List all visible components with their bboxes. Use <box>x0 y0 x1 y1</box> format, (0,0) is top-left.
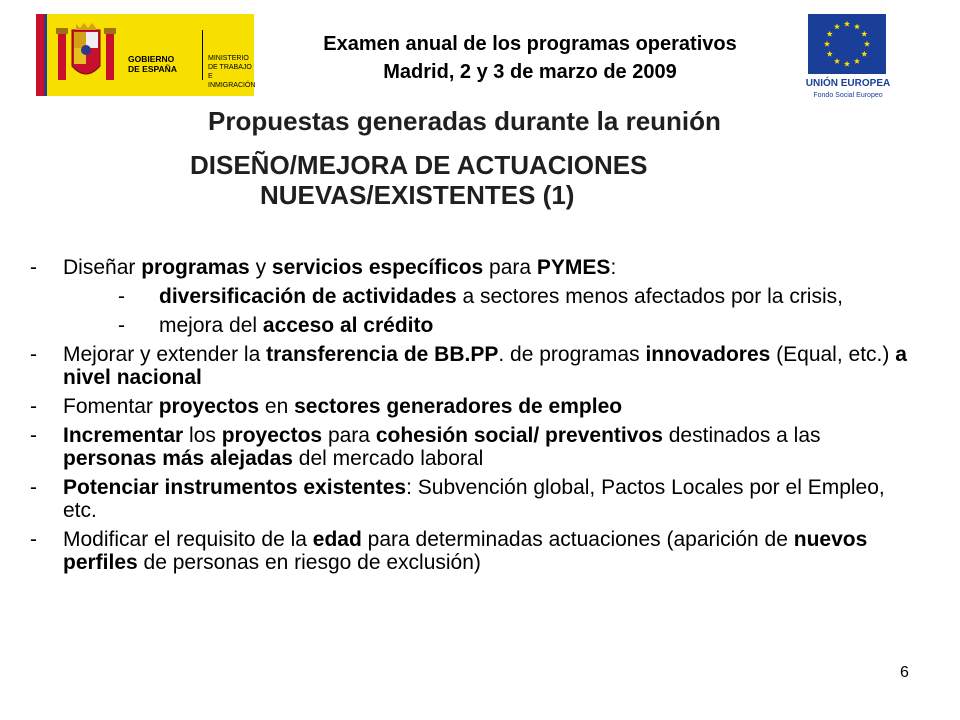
fse-label: Fondo Social Europeo <box>813 92 883 99</box>
list-item: - Diseñar programas y servicios específicos para PYMES: <box>30 256 617 279</box>
logo-divider <box>202 30 203 80</box>
logo-blue-strip <box>44 14 47 96</box>
gobierno-text: GOBIERNO DE ESPAÑA <box>128 54 177 74</box>
eu-label: UNIÓN EUROPEA <box>805 78 891 89</box>
list-item: - Modificar el requisito de la edad para determinadas actuaciones (aparición de nuevos perfiles de personas en riesgo de exclusión) <box>30 528 868 574</box>
eu-logo <box>800 14 896 110</box>
slide-subtitle: Propuestas generadas durante la reunión <box>208 106 721 136</box>
gobierno-espana-logo <box>36 14 254 96</box>
coat-of-arms-icon <box>50 22 122 90</box>
list-item: - Potenciar instrumentos existentes: Subvención global, Pactos Locales por el Empleo, etc. <box>30 476 885 522</box>
sub-list-item: - diversificación de actividades a sectores menos afectados por la crisis, <box>118 285 843 308</box>
proposal-list <box>30 256 910 580</box>
list-item: - Fomentar proyectos en sectores generadores de empleo <box>30 395 623 418</box>
eu-flag-icon <box>808 14 886 74</box>
page-number: 6 <box>900 664 909 681</box>
list-item: - Incrementar los proyectos para cohesión social/ preventivos destinados a las personas más alejadas del mercado laboral <box>30 424 821 470</box>
section-heading-line2: NUEVAS/EXISTENTES (1) <box>260 180 575 210</box>
header-title: Examen anual de los programas operativos Madrid, 2 y 3 de marzo de 2009 <box>323 33 737 83</box>
ministerio-text: MINISTERIO DE TRABAJO E INMIGRACIÓN <box>208 55 256 89</box>
logo-red-strip <box>36 14 44 96</box>
list-item: - Mejorar y extender la transferencia de BB.PP. de programas innovadores (Equal, etc.) a nivel nacional <box>30 343 907 389</box>
section-heading-line1: DISEÑO/MEJORA DE ACTUACIONES <box>190 150 648 180</box>
sub-list-item: - mejora del acceso al crédito <box>118 314 434 337</box>
section-heading <box>190 150 750 210</box>
